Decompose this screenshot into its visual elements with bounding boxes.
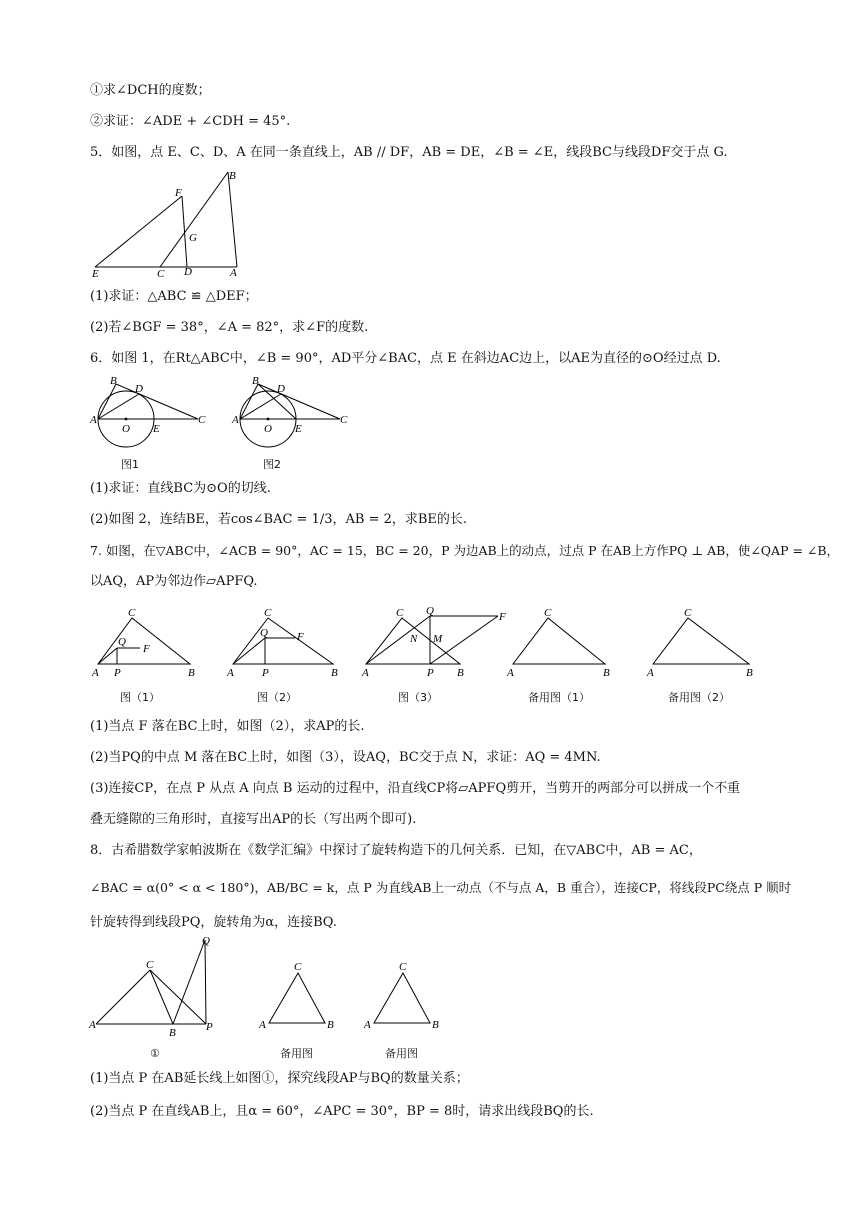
text-line: 7. 如图，在▽ABC中，∠ACB = 90°，AC = 15，BC = 20，P 为边AB上的动点，过点 P 在AB上方作PQ ⊥ AB，使∠QAP = ∠B， bbox=[90, 543, 840, 558]
label-C: C bbox=[340, 414, 348, 426]
label-B: B bbox=[746, 667, 753, 679]
label-B: B bbox=[252, 375, 259, 387]
label-C: C bbox=[294, 961, 302, 973]
label-C: C bbox=[684, 607, 692, 619]
text-line: ∠BAC = α(0° < α < 180°)，AB/BC = k，点 P 为直线AB上一动点（不与点 A，B 重合），连接CP，将线段PC绕点 P 顺时 bbox=[90, 880, 792, 895]
caption-8-2: 备用图 bbox=[280, 1047, 313, 1060]
caption-7-4: 备用图（1） bbox=[528, 691, 590, 704]
text-line: (3)连接CP，在点 P 从点 A 向点 B 运动的过程中，沿直线CP将▱APFQ剪开，当剪开的两部分可以拼成一个不重 bbox=[90, 781, 741, 796]
text-line: 以AQ，AP为邻边作▱APFQ. bbox=[90, 574, 258, 589]
text-line: 8．古希腊数学家帕波斯在《数学汇编》中探讨了旋转构造下的几何关系．已知，在▽ABC中，AB = AC， bbox=[90, 843, 702, 858]
label-C: C bbox=[396, 607, 404, 619]
label-C: C bbox=[544, 607, 552, 619]
label-M: M bbox=[433, 633, 443, 645]
label-A: A bbox=[89, 1019, 96, 1031]
label-A: A bbox=[647, 667, 654, 679]
label-B: B bbox=[432, 1019, 439, 1031]
caption-fig1: 图1 bbox=[121, 458, 139, 471]
label-Q: Q bbox=[426, 605, 434, 617]
text-line: 6．如图 1，在Rt△ABC中，∠B = 90°，AD平分∠BAC，点 E 在斜边AC边上，以AE为直径的⊙O经过点 D. bbox=[90, 351, 721, 366]
figure-8-spare-1 bbox=[255, 958, 345, 1038]
text-line: (2)若∠BGF = 38°，∠A = 82°，求∠F的度数. bbox=[90, 320, 369, 335]
label-A: A bbox=[90, 414, 97, 426]
label-A: A bbox=[92, 667, 99, 679]
label-B: B bbox=[331, 667, 338, 679]
label-C: C bbox=[157, 268, 165, 280]
label-P: P bbox=[206, 1021, 213, 1033]
label-E: E bbox=[295, 423, 302, 435]
text-line: (1)当点 F 落在BC上时，如图（2），求AP的长. bbox=[90, 719, 365, 734]
text-line: 5．如图，点 E、C、D、A 在同一条直线上，AB // DF，AB = DE，∠B = ∠E，线段BC与线段DF交于点 G. bbox=[90, 145, 728, 160]
text-line: (2)当点 P 在直线AB上，且α = 60°，∠APC = 30°，BP = 8时，请求出线段BQ的长. bbox=[90, 1104, 594, 1119]
figure-8-1 bbox=[88, 930, 228, 1040]
figure-7-spare-2 bbox=[645, 604, 760, 682]
text-line: ②求证：∠ADE + ∠CDH = 45°. bbox=[90, 114, 291, 129]
label-N: N bbox=[410, 633, 418, 645]
label-A: A bbox=[230, 267, 237, 279]
text-line: 叠无缝隙的三角形时，直接写出AP的长（写出两个即可). bbox=[90, 812, 417, 827]
caption-7-1: 图（1） bbox=[120, 691, 160, 704]
label-O: O bbox=[264, 423, 272, 435]
text-line: (2)当PQ的中点 M 落在BC上时，如图（3），设AQ，BC交于点 N，求证：AQ = 4MN. bbox=[90, 750, 601, 765]
figure-6-2 bbox=[232, 372, 352, 447]
label-D: D bbox=[135, 383, 143, 395]
label-B: B bbox=[229, 170, 236, 182]
line-BA bbox=[228, 172, 237, 267]
label-Q: Q bbox=[202, 935, 210, 947]
figure-6-1 bbox=[90, 372, 210, 447]
text-line: (1)求证：△ABC ≌ △DEF； bbox=[90, 289, 258, 304]
label-O: O bbox=[122, 423, 130, 435]
figure-7-spare-1 bbox=[505, 604, 620, 682]
label-A: A bbox=[259, 1019, 266, 1031]
caption-7-2: 图（2） bbox=[257, 691, 297, 704]
text-line: (1)当点 P 在AB延长线上如图①，探究线段AP与BQ的数量关系； bbox=[90, 1071, 469, 1086]
label-B: B bbox=[327, 1019, 334, 1031]
caption-8-1: ① bbox=[150, 1047, 160, 1060]
label-B: B bbox=[188, 667, 195, 679]
label-C: C bbox=[146, 959, 154, 971]
label-A: A bbox=[507, 667, 514, 679]
label-D: D bbox=[184, 266, 192, 278]
label-F: F bbox=[175, 187, 182, 199]
label-C: C bbox=[128, 607, 136, 619]
label-P: P bbox=[114, 667, 121, 679]
line-BC bbox=[160, 172, 228, 267]
figure-7-2 bbox=[225, 604, 345, 682]
label-Q: Q bbox=[260, 627, 268, 639]
caption-7-3: 图（3） bbox=[398, 691, 438, 704]
label-A: A bbox=[362, 667, 369, 679]
label-D: D bbox=[277, 383, 285, 395]
caption-7-5: 备用图（2） bbox=[668, 691, 730, 704]
label-P: P bbox=[427, 667, 434, 679]
figure-5 bbox=[90, 168, 250, 280]
label-G: G bbox=[189, 232, 197, 244]
line-EF bbox=[95, 196, 182, 267]
label-B: B bbox=[457, 667, 464, 679]
caption-fig2: 图2 bbox=[263, 458, 281, 471]
label-B: B bbox=[169, 1027, 176, 1039]
label-C: C bbox=[399, 961, 407, 973]
figure-7-3 bbox=[360, 604, 510, 682]
label-C: C bbox=[198, 414, 206, 426]
figure-7-1 bbox=[90, 604, 210, 682]
label-B: B bbox=[110, 375, 117, 387]
text-line: (2)如图 2，连结BE，若cos∠BAC = 1/3，AB = 2，求BE的长. bbox=[90, 512, 468, 527]
label-E: E bbox=[92, 268, 99, 280]
label-A: A bbox=[232, 414, 239, 426]
label-P: P bbox=[262, 667, 269, 679]
caption-8-3: 备用图 bbox=[385, 1047, 418, 1060]
label-E: E bbox=[153, 423, 160, 435]
text-line: ①求∠DCH的度数； bbox=[90, 83, 211, 98]
label-Q: Q bbox=[118, 636, 126, 648]
line-FD bbox=[182, 196, 187, 267]
label-F: F bbox=[143, 643, 150, 655]
figure-8-spare-2 bbox=[360, 958, 450, 1038]
label-F: F bbox=[499, 611, 506, 623]
label-F: F bbox=[297, 631, 304, 643]
label-B: B bbox=[603, 667, 610, 679]
text-line: 针旋转得到线段PQ，旋转角为α，连接BQ. bbox=[90, 915, 337, 930]
text-line: (1)求证：直线BC为⊙O的切线. bbox=[90, 481, 271, 496]
label-A: A bbox=[364, 1019, 371, 1031]
label-C: C bbox=[264, 607, 272, 619]
label-A: A bbox=[227, 667, 234, 679]
